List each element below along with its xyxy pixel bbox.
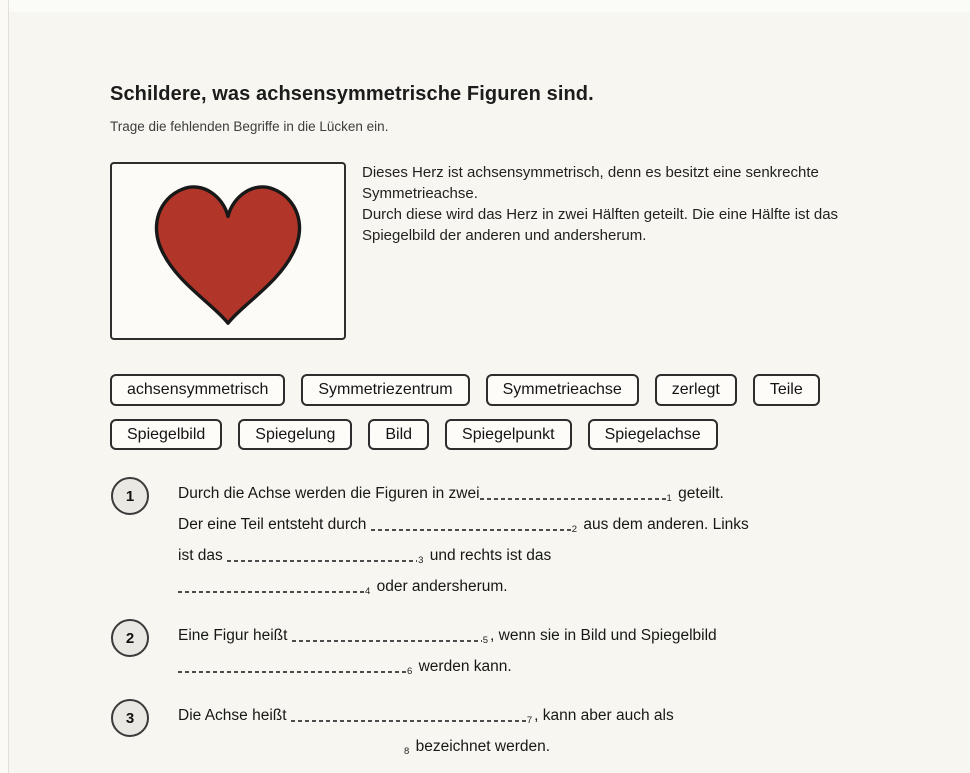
question-text: Die Achse heißt: [178, 707, 291, 724]
figure-description-line: Symmetrieachse.: [362, 185, 478, 202]
page-title: Schildere, was achsensymmetrische Figuren sind.: [110, 83, 594, 105]
question-text: bezeichnet werden.: [411, 738, 551, 755]
word-chip-zerlegt[interactable]: zerlegt: [655, 374, 737, 406]
answer-gap-2[interactable]: [371, 519, 571, 531]
question-line: [178, 620, 970, 651]
answer-gap-8[interactable]: [178, 741, 403, 753]
word-chip-symmetriezentrum[interactable]: Symmetriezentrum: [301, 374, 469, 406]
word-chip-spiegelung[interactable]: Spiegelung: [238, 419, 352, 451]
figure-description-line: Dieses Herz ist achsensymmetrisch, denn es besitzt eine senkrechte: [362, 164, 819, 181]
question-lines: [178, 477, 970, 602]
word-chip-spiegelbild[interactable]: Spiegelbild: [110, 419, 222, 451]
heart-figure-box: [110, 162, 346, 340]
top-band: [0, 0, 970, 12]
word-bank: [110, 374, 820, 450]
word-chip-symmetrieachse[interactable]: Symmetrieachse: [486, 374, 639, 406]
question-text: Durch die Achse werden die Figuren in zwei: [178, 485, 480, 502]
question-text: , kann aber auch als: [534, 707, 674, 724]
question-number-badge: 2: [111, 619, 149, 657]
gap-number: 2: [571, 524, 578, 535]
question-line: [178, 540, 970, 571]
question-text: und rechts ist das: [425, 547, 552, 564]
question-text: Eine Figur heißt: [178, 627, 292, 644]
question-3: [0, 699, 970, 762]
question-lines: [178, 619, 970, 682]
question-line: [178, 509, 970, 540]
figure-description-line: Durch diese wird das Herz in zwei Hälften geteilt. Die eine Hälfte ist das: [362, 206, 839, 223]
question-text: aus dem anderen. Links: [579, 516, 749, 533]
questions: [0, 477, 970, 773]
answer-gap-3[interactable]: [227, 550, 417, 562]
gap-number: 5: [482, 635, 489, 646]
question-text: Der eine Teil entsteht durch: [178, 516, 371, 533]
question-line: [178, 731, 970, 762]
question-number-badge: 3: [111, 699, 149, 737]
question-text: werden kann.: [414, 658, 512, 675]
gap-number: 7: [526, 715, 533, 726]
question-1: [0, 477, 970, 602]
question-text: oder andersherum.: [372, 578, 508, 595]
question-line: [178, 651, 970, 682]
word-chip-achsensymmetrisch[interactable]: achsensymmetrisch: [110, 374, 285, 406]
question-line: [178, 571, 970, 602]
heart-icon: [142, 172, 314, 330]
gap-number: 3: [418, 555, 424, 566]
word-chip-spiegelpunkt[interactable]: Spiegelpunkt: [445, 419, 572, 451]
question-2: [0, 619, 970, 682]
page-instruction: Trage die fehlenden Begriffe in die Lücken ein.: [110, 119, 389, 134]
question-number-badge: 1: [111, 477, 149, 515]
gap-number: 4: [365, 586, 371, 597]
question-text: geteilt.: [673, 485, 724, 502]
word-bank-row: [110, 374, 820, 406]
figure-description-line: Spiegelbild der anderen und andersherum.: [362, 227, 647, 244]
question-line: [178, 700, 970, 731]
word-chip-teile[interactable]: Teile: [753, 374, 820, 406]
figure-description: [362, 162, 838, 246]
answer-gap-7[interactable]: [291, 710, 526, 722]
word-bank-row: [110, 419, 820, 451]
question-text: ist das: [178, 547, 228, 564]
answer-gap-5[interactable]: [292, 630, 482, 642]
answer-gap-4[interactable]: [178, 581, 364, 593]
gap-number: 8: [404, 746, 410, 757]
word-chip-bild[interactable]: Bild: [368, 419, 429, 451]
question-lines: [178, 699, 970, 762]
gap-number: 1: [666, 493, 672, 504]
answer-gap-6[interactable]: [178, 661, 406, 673]
question-line: [178, 478, 970, 509]
word-chip-spiegelachse[interactable]: Spiegelachse: [588, 419, 718, 451]
gap-number: 6: [407, 666, 413, 677]
question-text: , wenn sie in Bild und Spiegelbild: [490, 627, 717, 644]
answer-gap-1[interactable]: [480, 488, 666, 500]
